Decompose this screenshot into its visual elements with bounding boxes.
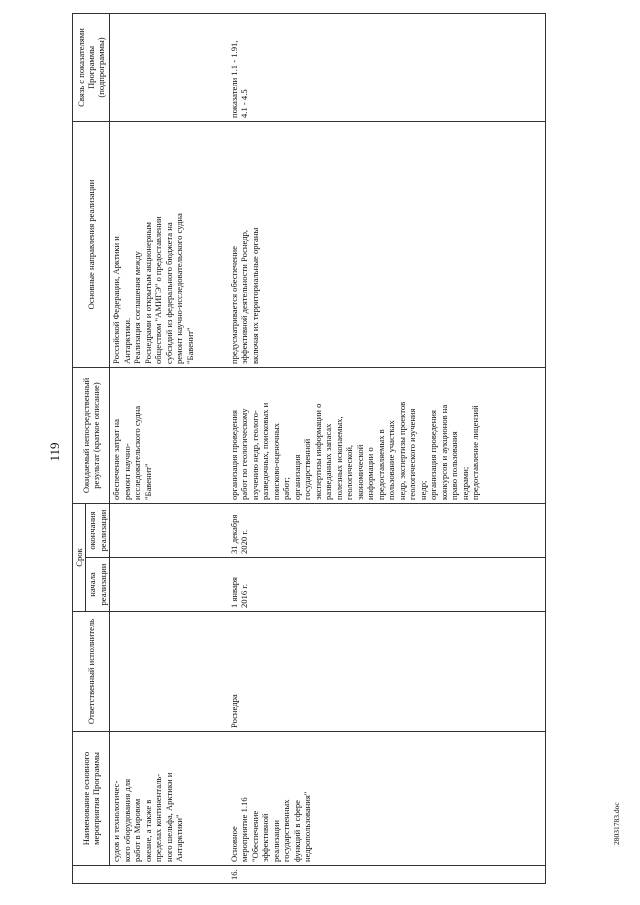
header-term: Срок (73, 503, 86, 611)
header-directions: Основные направления реализации (73, 121, 110, 367)
page-number: 119 (47, 442, 62, 462)
row-number: 16. (228, 866, 546, 884)
end-date (110, 503, 228, 557)
implementation-directions: Российской Федерации, Арктики и Антарктики. Реализация соглашения между Роснедрами и открытым акционерным обществом "АМИГЭ" о предоставлении субсидий из федерального бюджета на ремонт научно-исследовательского судна "Бавенит" (110, 121, 228, 367)
rotated-table-area (72, 14, 634, 884)
end-date: 31 декабря 2020 г. (228, 503, 546, 557)
expected-result: обеспечение затрат на ремонт научно- исследовательского судна "Бавенит" (110, 367, 228, 503)
implementation-directions: предусматривается обеспечение эффективной деятельности Роснедр, включая их территориальные органы (228, 121, 546, 367)
activity-name: судов и технологичес- кого оборудования для работ в Мировом океане, а также в пределах континенталь- ного шельфа, Арктики и Антарктики" (110, 732, 228, 866)
activity-name: Основное мероприятие 1.16 "Обеспечение эффективной реализации государственных функций в сфере недропользования" (228, 732, 546, 866)
start-date: 1 января 2016 г. (228, 558, 546, 612)
header-link: Связь с показателями Программы (подпрограммы) (73, 13, 110, 121)
program-activities-table (72, 13, 546, 884)
document-file-code: 28031783.doc (612, 802, 621, 845)
header-row-top (73, 13, 86, 883)
program-indicators-link (110, 13, 228, 121)
row-number (110, 866, 228, 884)
executor: Роснедра (228, 612, 546, 732)
program-indicators-link: показатели 1.1 - 1.91, 4.1 - 4.5 (228, 13, 546, 121)
header-end: окончания реализации (86, 503, 110, 557)
table-row (110, 13, 228, 883)
header-start: начала реализации (86, 558, 110, 612)
executor (110, 612, 228, 732)
expected-result: организация проведения работ по геологическому изучению недр, геолого- разведочных, поисковых и поисково-оценочных работ; организация государственной экспертизы информации о разведанных запасах полезных ископаемых, геологической, экономической информации о предоставляемых в пользование участках недр, экспертизы проектов геологического изучения недр; организация проведения конкурсов и аукционов на право пользования недрами; предоставление лицензий (228, 367, 546, 503)
table-row (228, 13, 546, 883)
header-executor: Ответственный исполнитель (73, 612, 110, 732)
start-date (110, 558, 228, 612)
header-num-cell (73, 866, 110, 884)
header-name: Наименование основного мероприятия Программы (73, 732, 110, 866)
header-result: Ожидаемый непосредственный результат (краткое описание) (73, 367, 110, 503)
